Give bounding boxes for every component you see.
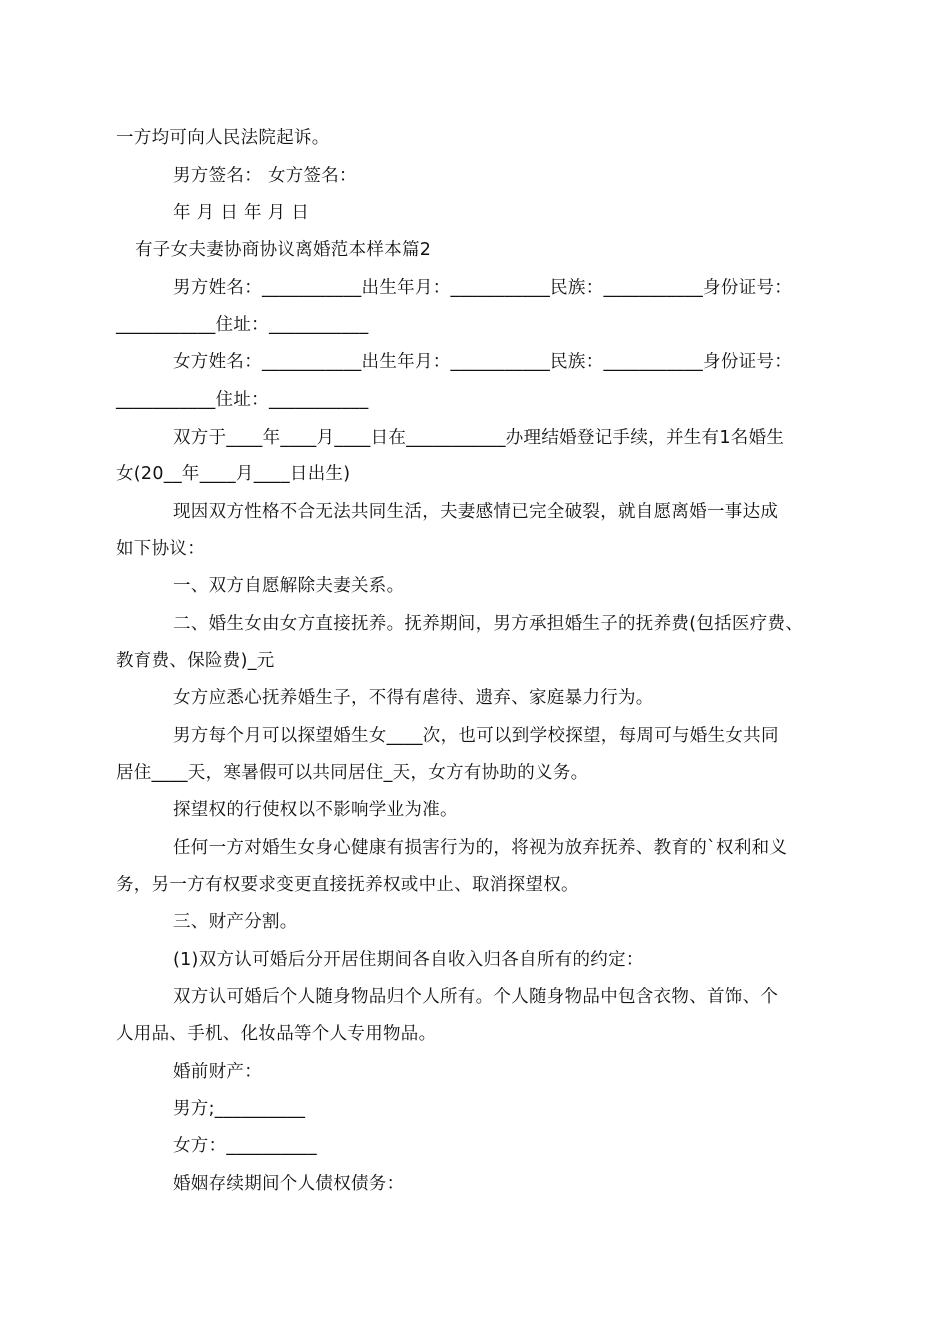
clause-line: 二、婚生女由女方直接抚养。抚养期间，男方承担婚生子的抚养费(包括医疗费、 bbox=[173, 614, 804, 634]
text-line: 任何一方对婚生女身心健康有损害行为的，将视为放弃抚养、教育的`权利和义 bbox=[173, 838, 788, 858]
text-line: 现因双方性格不合无法共同生活，夫妻感情已完全破裂，就自愿离婚一事达成 bbox=[173, 502, 779, 522]
date-line: 年 月 日 年 月 日 bbox=[173, 203, 310, 223]
text-line: 探望权的行使权以不影响学业为准。 bbox=[173, 800, 458, 820]
signature-line: 男方签名： 女方签名： bbox=[173, 166, 357, 186]
section-heading: 有子女夫妻协商协议离婚范本样本篇2 bbox=[135, 240, 432, 260]
text-line: 男方姓名：___________出生年月：___________民族：___________身份证号： bbox=[173, 278, 793, 298]
text-line: 女方应悉心抚养婚生子，不得有虐待、遗弃、家庭暴力行为。 bbox=[173, 688, 654, 708]
clause-line: (1)双方认可婚后分开居住期间各自收入归各自所有的约定： bbox=[173, 950, 644, 970]
text-line: 婚前财产： bbox=[173, 1062, 262, 1082]
text-line: ___________住址：___________ bbox=[116, 390, 369, 410]
text-line: 女方：__________ bbox=[173, 1136, 317, 1156]
text-line: 双方于____年____月____日在___________办理结婚登记手续，并生有1名婚生 bbox=[173, 428, 785, 448]
clause-line: 一、双方自愿解除夫妻关系。 bbox=[173, 576, 405, 596]
text-line: 人用品、手机、化妆品等个人专用物品。 bbox=[116, 1024, 437, 1044]
text-line: 如下协议： bbox=[116, 539, 205, 559]
text-line: ___________住址：___________ bbox=[116, 315, 369, 335]
text-line: 一方均可向人民法院起诉。 bbox=[116, 128, 330, 148]
text-line: 男方每个月可以探望婚生女____次，也可以到学校探望，每周可与婚生女共同 bbox=[173, 726, 779, 746]
text-line: 双方认可婚后个人随身物品归个人所有。个人随身物品中包含衣物、首饰、个 bbox=[173, 987, 779, 1007]
clause-line: 三、财产分割。 bbox=[173, 912, 298, 932]
text-line: 居住____天，寒暑假可以共同居住_天，女方有协助的义务。 bbox=[116, 763, 589, 783]
text-line: 务，另一方有权要求变更直接抚养权或中止、取消探望权。 bbox=[116, 875, 579, 895]
text-line: 男方;__________ bbox=[173, 1099, 306, 1119]
text-line: 教育费、保险费)_元 bbox=[116, 651, 275, 671]
text-line: 婚姻存续期间个人债权债务： bbox=[173, 1174, 405, 1194]
text-line: 女方姓名：___________出生年月：___________民族：___________身份证号： bbox=[173, 352, 793, 372]
text-line: 女(20__年____月____日出生) bbox=[116, 464, 351, 484]
